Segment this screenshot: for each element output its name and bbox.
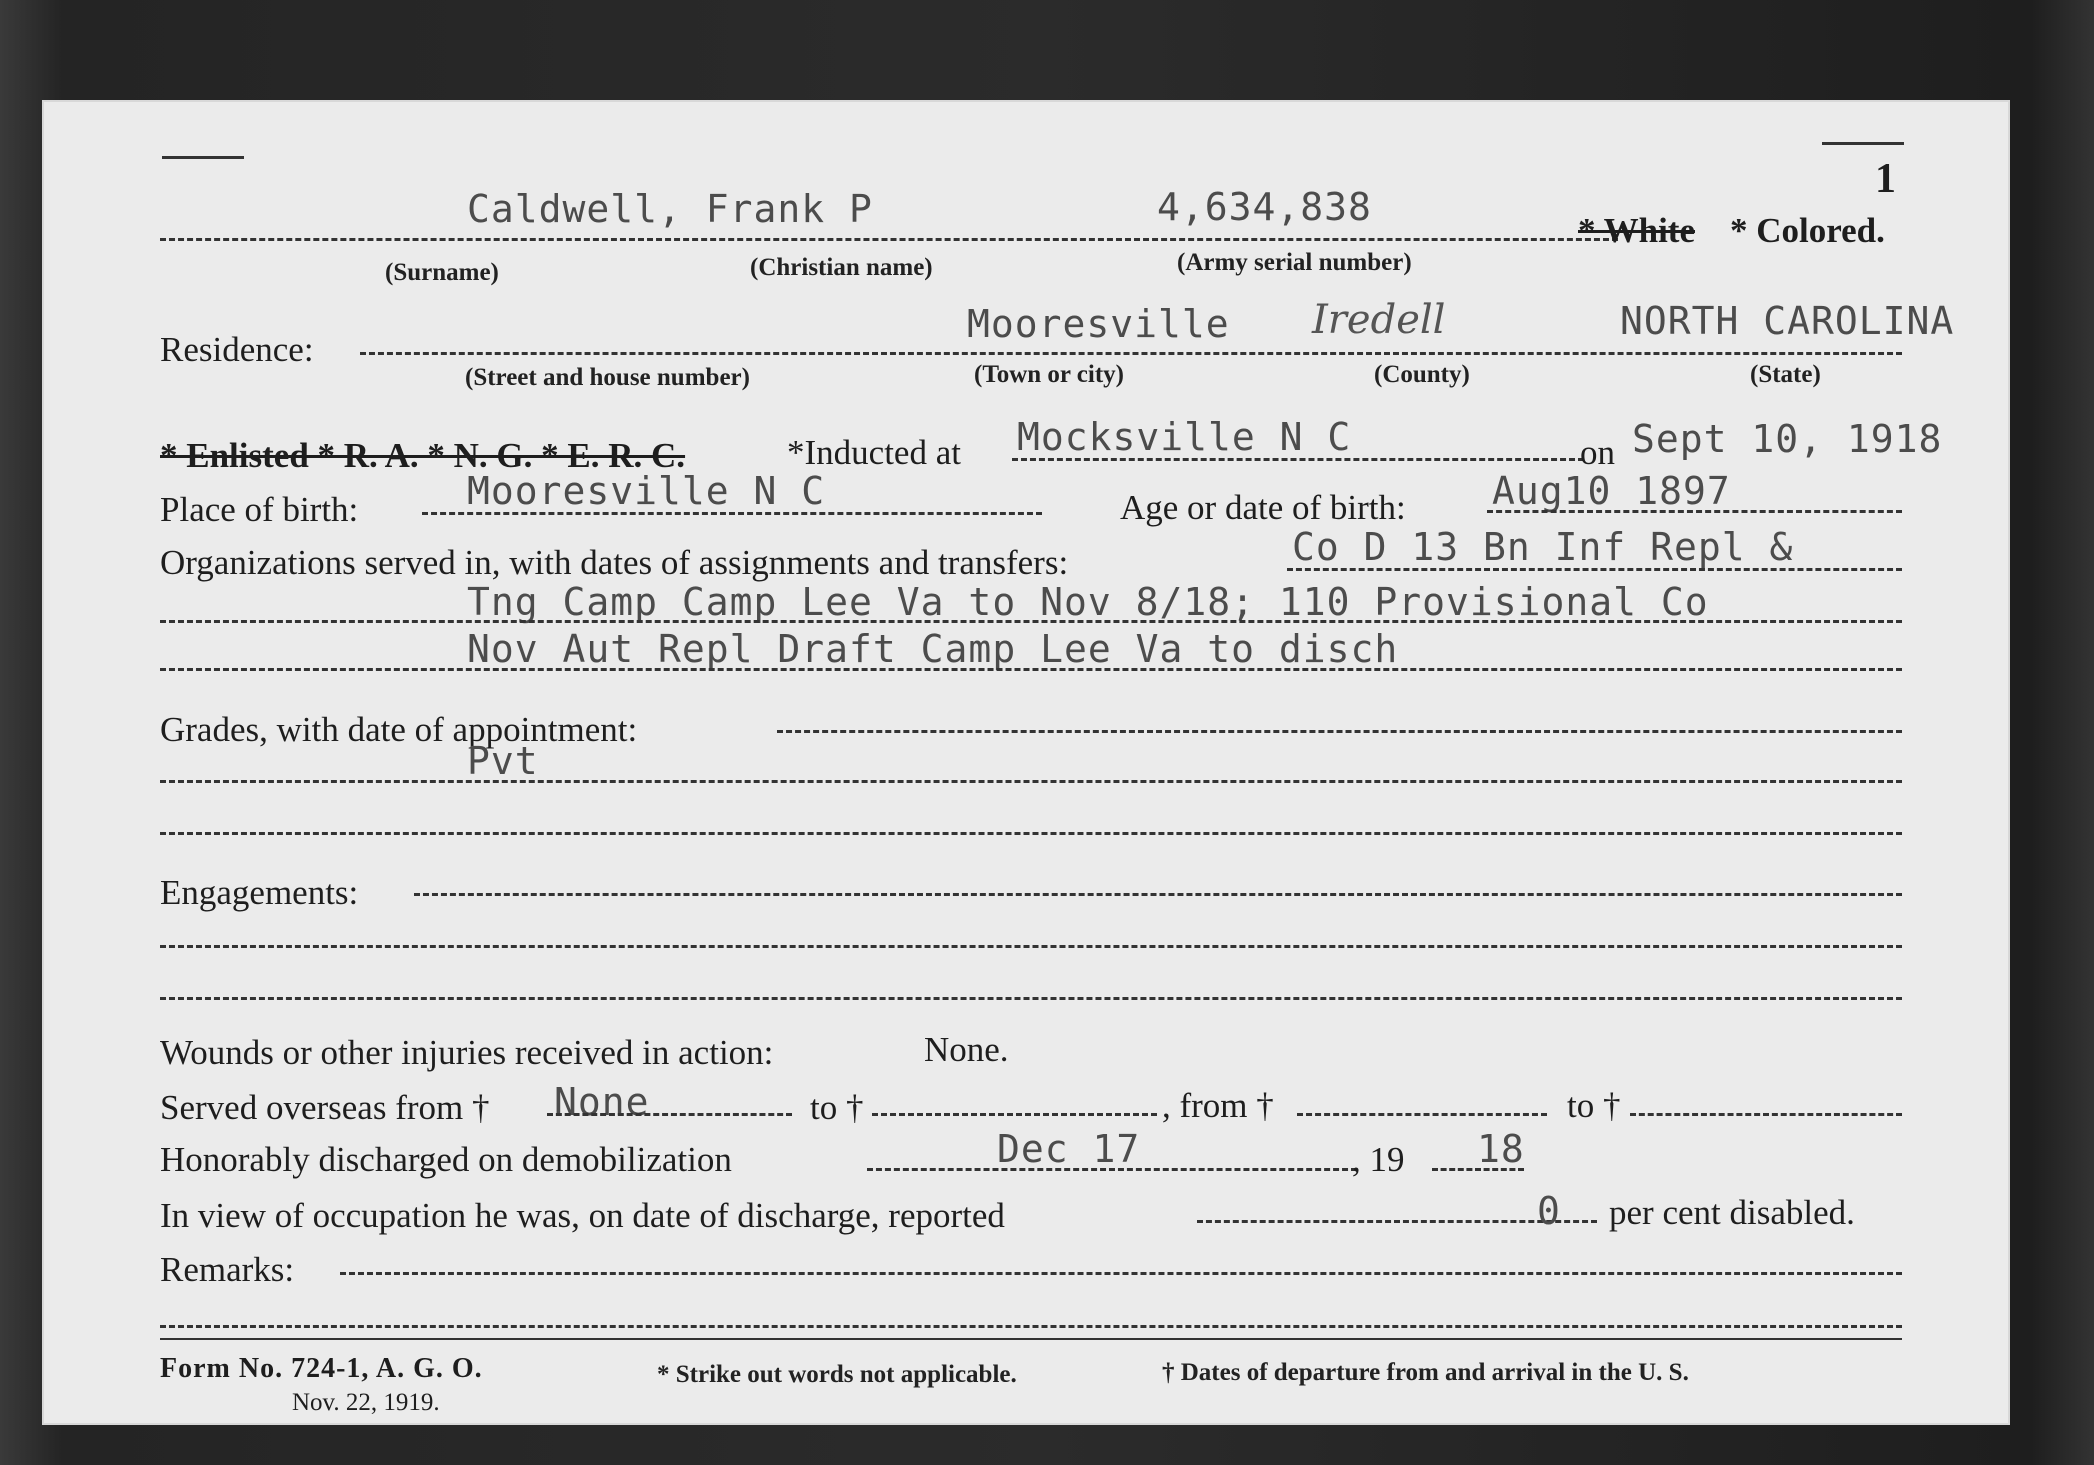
overseas-from-line-2 <box>1297 1113 1547 1116</box>
page-number: 1 <box>1875 156 1896 202</box>
birth-date: Aug10 1897 <box>1492 469 1731 513</box>
footer-rule <box>160 1338 1902 1340</box>
remarks-label: Remarks: <box>160 1250 295 1289</box>
footnote-strike-out: * Strike out words not applicable. <box>657 1361 1017 1388</box>
grade-value: Pvt <box>467 739 539 783</box>
disabled-value: 0 <box>1537 1189 1561 1233</box>
engagements-label: Engagements: <box>160 873 359 912</box>
remarks-rule-2 <box>160 1325 1902 1328</box>
organizations-line-2: Tng Camp Camp Lee Va to Nov 8/18; 110 Provisional Co <box>467 580 1709 624</box>
service-record-card <box>42 100 2010 1425</box>
caption-christian-name: (Christian name) <box>750 254 933 281</box>
disabled-label: In view of occupation he was, on date of discharge, reported <box>160 1196 1005 1235</box>
enlisted-options-struck: * Enlisted * R. A. * N. G. * E. R. C. <box>160 436 686 475</box>
birth-date-line <box>1487 510 1902 513</box>
grades-rule-1 <box>777 730 1902 733</box>
birthplace-line <box>422 512 1042 515</box>
discharge-label: Honorably discharged on demobilization <box>160 1140 732 1179</box>
footnote-dates: † Dates of departure from and arrival in the U. S. <box>1162 1359 1689 1386</box>
grades-rule-3 <box>160 832 1902 835</box>
discharge-year-prefix: , 19 <box>1352 1140 1405 1179</box>
form-date: Nov. 22, 1919. <box>292 1389 440 1416</box>
page-number-rule <box>1822 142 1904 145</box>
organizations-line-3: Nov Aut Repl Draft Camp Lee Va to disch <box>467 627 1399 671</box>
organizations-line-1: Co D 13 Bn Inf Repl & <box>1292 525 1794 569</box>
overseas-from-line <box>547 1113 792 1116</box>
disabled-suffix: per cent disabled. <box>1609 1193 1855 1232</box>
discharge-date-line <box>867 1168 1357 1171</box>
overseas-label: Served overseas from † <box>160 1088 490 1127</box>
engagements-rule-2 <box>160 945 1902 948</box>
form-number: Form No. 724-1, A. G. O. <box>160 1353 483 1384</box>
residence-state: NORTH CAROLINA <box>1620 299 1955 343</box>
overseas-to-label-1: to † <box>810 1088 864 1127</box>
overseas-to-label-2: to † <box>1567 1086 1621 1125</box>
age-label: Age or date of birth: <box>1120 488 1406 527</box>
remarks-rule-1 <box>340 1272 1902 1275</box>
overseas-from-label: , from † <box>1162 1086 1274 1125</box>
race-white-struck: * White <box>1578 211 1695 250</box>
grades-rule-2 <box>160 780 1902 783</box>
organizations-rule-1 <box>1287 568 1902 571</box>
caption-surname: (Surname) <box>385 259 499 286</box>
race-colored: * Colored. <box>1730 211 1885 250</box>
caption-town: (Town or city) <box>974 361 1124 388</box>
engagements-rule-1 <box>414 893 1902 896</box>
residence-town: Mooresville <box>967 302 1230 346</box>
wounds-label: Wounds or other injuries received in action: <box>160 1033 774 1072</box>
overseas-to-line-1 <box>872 1113 1157 1116</box>
birthplace-label: Place of birth: <box>160 490 359 529</box>
top-left-rule <box>162 156 244 159</box>
discharge-date: Dec 17 <box>997 1127 1141 1171</box>
organizations-rule-3 <box>160 668 1902 671</box>
inducted-line <box>1012 458 1584 461</box>
caption-serial-number: (Army serial number) <box>1177 249 1412 276</box>
soldier-name: Caldwell, Frank P <box>467 187 873 231</box>
organizations-rule-2 <box>160 620 1902 623</box>
on-label: on <box>1580 433 1615 472</box>
organizations-label: Organizations served in, with dates of assignments and transfers: <box>160 543 1069 582</box>
caption-county: (County) <box>1374 361 1470 388</box>
caption-state: (State) <box>1750 361 1821 388</box>
residence-label: Residence: <box>160 330 314 369</box>
discharge-year: 18 <box>1477 1127 1525 1171</box>
inducted-place: Mocksville N C <box>1017 415 1352 459</box>
caption-street: (Street and house number) <box>465 364 750 391</box>
inducted-label: *Inducted at <box>787 433 961 472</box>
wounds-value: None. <box>924 1030 1009 1069</box>
overseas-to-line-2 <box>1630 1113 1902 1116</box>
birthplace: Mooresville N C <box>467 469 826 513</box>
residence-county: Iredell <box>1312 297 1446 343</box>
grades-label: Grades, with date of appointment: <box>160 710 638 749</box>
inducted-date: Sept 10, 1918 <box>1632 417 1943 461</box>
army-serial-number: 4,634,838 <box>1157 185 1372 229</box>
engagements-rule-3 <box>160 997 1902 1000</box>
name-line <box>160 238 1618 241</box>
overseas-value: None <box>554 1080 650 1124</box>
residence-line <box>360 352 1902 355</box>
